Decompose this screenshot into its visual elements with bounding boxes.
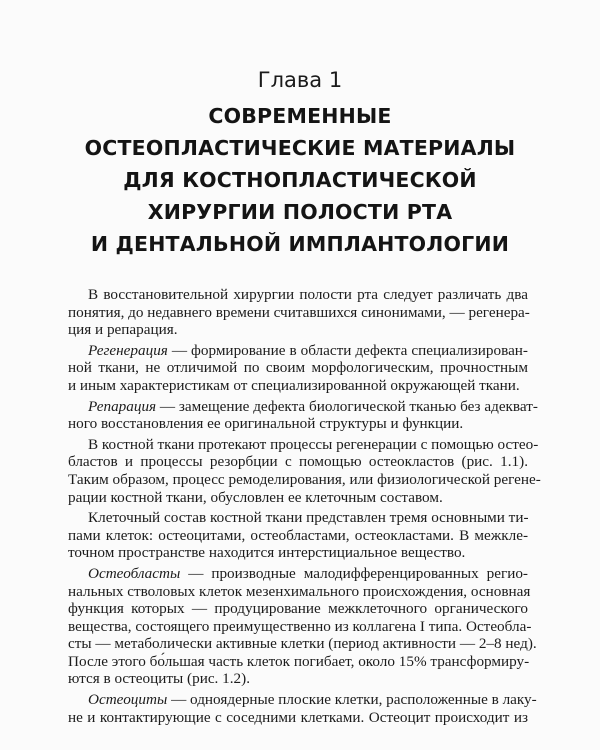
chapter-title-line: ДЛЯ КОСТНОПЛАСТИЧЕСКОЙ — [123, 168, 477, 192]
text-line: пами клеток: остеоцитами, остеобластами, остеокластами. В межкле- — [68, 526, 528, 544]
paragraph-regeneration — [68, 342, 528, 395]
text-fragment: — замещение дефекта биологической тканью без адекват- — [156, 397, 538, 415]
text-line — [68, 565, 528, 583]
text-line: Таким образом, процесс ремоделирования, или физиологической регене- — [68, 470, 541, 488]
text-line: ной ткани, не отличимой по своим морфологическим, прочностным — [68, 359, 528, 377]
text-line: рации костной ткани, обусловлен ее клеточным составом. — [68, 488, 443, 506]
text-line: функция которых — продуцирование межклеточного органического — [68, 600, 528, 618]
paragraph-intro — [68, 286, 528, 339]
text-line: сты — метаболически активные клетки (период активности — 2–8 нед). — [68, 635, 537, 653]
term-osteocytes: Остеоциты — [88, 691, 168, 709]
text-fragment: — одноядерные плоские клетки, расположенные в лаку- — [167, 691, 537, 709]
paragraph-bone-processes — [68, 435, 541, 506]
chapter-title-line: ХИРУРГИИ ПОЛОСТИ РТА — [147, 200, 453, 224]
paragraph-cell-composition — [68, 509, 528, 562]
text-line — [68, 691, 537, 709]
term-reparation: Репарация — [88, 397, 157, 415]
text-line: В костной ткани протекают процессы регенерации с помощью остео- — [88, 435, 539, 453]
term-osteoblasts: Остеобласты — [88, 564, 181, 582]
term-regeneration: Регенерация — [88, 341, 168, 359]
text-line: не и контактирующие с соседними клетками. Остеоцит происходит из — [68, 708, 528, 726]
text-line: В восстановительной хирургии полости рта следует различать два — [88, 286, 528, 303]
text-line: После этого бо́льшая часть клеток погибает, около 15% трансформиру- — [68, 652, 530, 670]
text-line — [68, 397, 538, 416]
text-line — [68, 342, 528, 360]
paragraph-osteocytes — [68, 691, 537, 726]
text-line: ного восстановления ее оригинальной структуры и функции. — [68, 415, 464, 433]
text-line: ция и репарация. — [68, 321, 178, 339]
text-line: ются в остеоциты (рис. 1.2). — [68, 670, 250, 688]
text-line: точном пространстве находится интерстициальное вещество. — [68, 544, 466, 562]
text-fragment: — формирование в области дефекта специализирован- — [167, 341, 528, 359]
text-line: Клеточный состав костной ткани представлен тремя основными ти- — [88, 509, 529, 527]
paragraph-osteoblasts — [68, 564, 537, 688]
chapter-title-line: ОСТЕОПЛАСТИЧЕСКИЕ МАТЕРИАЛЫ — [84, 136, 516, 160]
body-text — [68, 286, 541, 729]
chapter-label: Глава 1 — [257, 68, 343, 92]
text-line: вещества, состоящего преимущественно из коллагена I типа. Остеобла- — [68, 617, 532, 635]
paragraph-reparation — [68, 397, 538, 433]
chapter-title — [40, 100, 560, 260]
text-line: бластов и процессы резорбции с помощью остеокластов (рис. 1.1). — [68, 453, 528, 471]
text-line: понятия, до недавнего времени считавшихся синонимами, — регенера- — [68, 303, 530, 321]
chapter-title-line: СОВРЕМЕННЫЕ — [208, 104, 392, 128]
text-line: нальных стволовых клеток мезенхимального происхождения, основная — [68, 582, 531, 600]
text-fragment: — производные малодифференцированных регио- — [180, 564, 528, 582]
chapter-title-line: И ДЕНТАЛЬНОЙ ИМПЛАНТОЛОГИИ — [90, 232, 510, 256]
text-line: и иным характеристикам от специализированной окружающей ткани. — [68, 376, 520, 394]
